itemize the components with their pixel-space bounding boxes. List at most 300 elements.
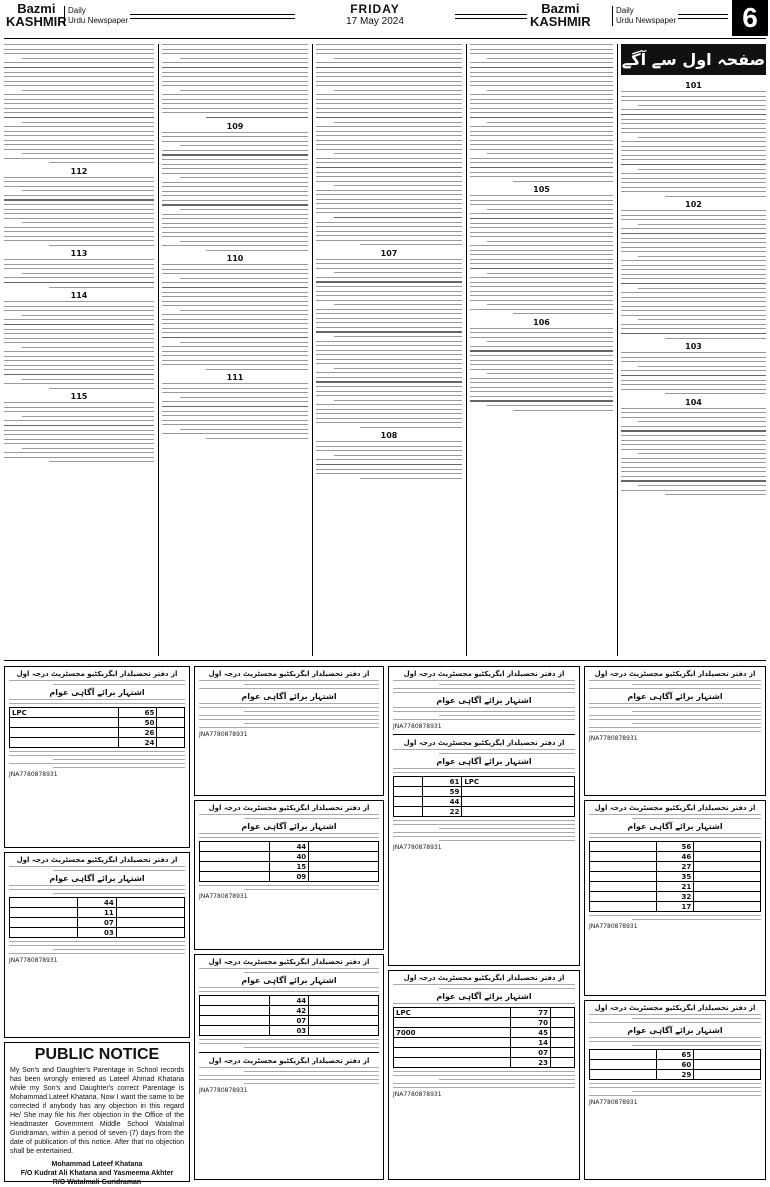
text-line [4, 240, 154, 241]
table-cell [590, 842, 657, 852]
signature-parentage: F/O Kudrat Ali Khatana and Yasmeema Akhter [20, 1169, 174, 1177]
text-line [316, 413, 462, 414]
text-line [470, 378, 613, 379]
text-line [162, 154, 308, 156]
table-cell [694, 842, 761, 852]
text-line [4, 195, 154, 196]
text-line [180, 58, 308, 59]
text-line [360, 427, 462, 428]
text-line [487, 405, 613, 406]
text-line [162, 337, 308, 339]
table-cell [309, 1016, 379, 1026]
text-line [316, 281, 462, 283]
text-line [4, 383, 154, 384]
legal-notice [4, 666, 190, 848]
text-line [4, 204, 154, 205]
table-cell [200, 996, 270, 1006]
text-line [4, 425, 154, 427]
column-divider [466, 44, 467, 656]
text-line [4, 329, 154, 330]
text-line [316, 231, 462, 232]
table-cell: 23 [511, 1058, 551, 1068]
text-line [316, 53, 462, 54]
notice-heading: اشتہار برائے آگاہی عوام [241, 692, 337, 701]
text-line [316, 404, 462, 405]
notice-heading: اشتہار برائے آگاہی عوام [241, 976, 337, 985]
table-cell [200, 862, 270, 872]
notice-code: JNA7780878931 [9, 957, 58, 964]
text-line [316, 422, 462, 423]
text-line [4, 259, 154, 260]
text-line [4, 457, 154, 458]
text-line [638, 366, 766, 367]
notice-code: JNA7780878931 [9, 771, 58, 778]
notice-heading: اشتہار برائے آگاہی عوام [49, 874, 145, 883]
lpc-cell: LPC [10, 708, 119, 718]
text-line [4, 277, 154, 278]
text-line [638, 453, 766, 454]
table-cell: 29 [656, 1070, 694, 1080]
masthead-underline [4, 38, 766, 39]
text-line [470, 268, 613, 270]
article-column-4 [162, 44, 308, 654]
text-line [4, 199, 154, 201]
table-cell [10, 898, 78, 908]
table-cell: 32 [656, 892, 694, 902]
text-line [316, 203, 462, 204]
text-line [316, 318, 462, 319]
text-line [470, 236, 613, 237]
text-line [4, 44, 154, 45]
notice-table [199, 841, 379, 882]
text-line [4, 452, 154, 453]
text-line [621, 251, 766, 252]
text-line [162, 245, 308, 246]
text-line [162, 420, 308, 421]
lpc-cell: LPC [394, 1008, 511, 1018]
text-line [316, 172, 462, 173]
text-line [316, 126, 462, 127]
text-line [360, 478, 462, 479]
text-line [162, 292, 308, 293]
public-notice-body: My Son's and Daughter's Parentage in School records has been wrongly entered as Lateef Ahmad Khatana while my Son's and Daughter's correct Parentage is Mohammad Lateef Khatana. Now I want the same to be corrected if anybody has any objection in this regard He/ She may file his /her objection in the Office of the Headmaster Government Middle School Watalmal Guridraman, within a period of seven (7) days from the date of publication of this notice. After that no objection shall be entertained. [10, 1067, 184, 1155]
text-line [162, 204, 308, 206]
text-line [162, 76, 308, 77]
text-line [621, 238, 766, 239]
text-line [470, 291, 613, 292]
table-cell: 17 [656, 902, 694, 912]
table-cell [694, 1050, 761, 1060]
text-line [162, 323, 308, 324]
text-line [621, 292, 766, 293]
legal-notice [4, 852, 190, 1038]
text-line [638, 224, 766, 225]
text-line [162, 273, 308, 274]
text-line [621, 449, 766, 450]
text-line [4, 439, 154, 440]
text-line [470, 263, 613, 264]
text-line [621, 430, 766, 432]
text-line [470, 108, 613, 109]
notice-code: JNA7780878931 [393, 723, 442, 730]
text-line [470, 103, 613, 104]
text-line [470, 277, 613, 278]
text-line [162, 173, 308, 174]
text-line [162, 94, 308, 95]
text-line [162, 227, 308, 228]
table-cell [551, 1028, 575, 1038]
text-line [316, 208, 462, 209]
table-cell [590, 1060, 657, 1070]
lpc-cell: LPC [462, 777, 575, 787]
column-divider [158, 44, 159, 656]
text-line [621, 435, 766, 436]
text-line [470, 332, 613, 333]
table-cell: 44 [269, 842, 308, 852]
table-cell: 27 [656, 862, 694, 872]
text-line [162, 200, 308, 201]
table-cell [157, 728, 185, 738]
text-line [316, 108, 462, 109]
text-line [621, 333, 766, 335]
table-cell: 14 [511, 1038, 551, 1048]
text-line [316, 235, 462, 236]
text-line [470, 328, 613, 329]
table-cell: 45 [511, 1028, 551, 1038]
text-line [470, 67, 613, 69]
table-cell [309, 842, 379, 852]
text-line [316, 194, 462, 195]
text-line [621, 417, 766, 418]
public-notice-title: PUBLIC NOTICE [34, 1046, 160, 1063]
text-line [162, 314, 308, 315]
section-heading: صفحہ اول سے آگے [621, 44, 766, 75]
text-line [316, 99, 462, 100]
table-cell [694, 1060, 761, 1070]
text-line [621, 119, 766, 120]
text-line [621, 155, 766, 156]
text-line [162, 392, 308, 393]
notice-table [199, 995, 379, 1036]
table-cell [590, 902, 657, 912]
notice-office-title: از دفتر تحصیلدار ایگزیکٹیو مجسٹریٹ درجہ اول [208, 804, 370, 812]
text-line [470, 162, 613, 163]
text-line [22, 122, 154, 123]
text-line [162, 85, 308, 86]
text-line [621, 233, 766, 235]
text-line [334, 400, 462, 401]
text-line [4, 374, 154, 376]
text-line [4, 268, 154, 269]
table-cell [394, 787, 423, 797]
text-line [316, 327, 462, 328]
section-number: 111 [226, 373, 244, 382]
text-line [621, 357, 766, 358]
text-line [316, 386, 462, 387]
page-number: 6 [732, 0, 768, 36]
text-line [470, 218, 613, 220]
right-sub-daily: Daily [616, 6, 634, 15]
text-line [4, 144, 154, 145]
notice-code: JNA7780878931 [393, 844, 442, 851]
text-line [162, 182, 308, 183]
legal-notice [388, 666, 580, 966]
text-line [316, 131, 462, 132]
text-line [316, 309, 462, 310]
table-cell [10, 718, 119, 728]
text-line [4, 342, 154, 343]
notice-heading: اشتہار برائے آگاہی عوام [49, 688, 145, 697]
text-line [470, 76, 613, 77]
text-line [162, 53, 308, 54]
text-line [334, 368, 462, 369]
text-line [4, 351, 154, 352]
text-line [665, 338, 767, 339]
text-line [162, 332, 308, 333]
text-line [180, 342, 308, 343]
text-line [487, 58, 613, 59]
notice-heading: اشتہار برائے آگاہی عوام [436, 757, 532, 766]
article-column-5 [4, 44, 154, 654]
text-line [621, 315, 766, 316]
section-number: 110 [226, 254, 244, 263]
text-line [206, 438, 308, 439]
left-sub-urdu: Urdu Newspaper [68, 16, 129, 25]
text-line [162, 67, 308, 69]
text-line [4, 94, 154, 95]
text-line [316, 322, 462, 323]
text-line [665, 196, 767, 197]
table-cell: 46 [656, 852, 694, 862]
text-line [162, 159, 308, 160]
text-line [621, 132, 766, 133]
notice-code: JNA7780878931 [199, 1087, 248, 1094]
text-line [4, 282, 154, 284]
text-line [4, 338, 154, 339]
text-line [4, 324, 154, 326]
text-line [470, 72, 613, 73]
table-cell [694, 892, 761, 902]
text-line [162, 305, 308, 306]
left-rule [130, 14, 295, 19]
text-line [4, 53, 154, 54]
text-line [470, 140, 613, 141]
text-line [621, 91, 766, 92]
left-brand [6, 2, 67, 28]
table-cell [551, 1048, 575, 1058]
text-line [316, 341, 462, 342]
text-line [334, 336, 462, 337]
table-cell: 07 [511, 1048, 551, 1058]
table-cell: 11 [78, 908, 117, 918]
text-line [162, 99, 308, 100]
notice-heading: اشتہار برائے آگاہی عوام [627, 692, 723, 701]
article-column-3 [316, 44, 462, 654]
table-cell [590, 1070, 657, 1080]
text-line [316, 263, 462, 264]
text-line [316, 291, 462, 292]
left-brand-sub [64, 6, 128, 26]
section-number: 107 [380, 248, 398, 258]
text-line [470, 62, 613, 63]
text-line [334, 58, 462, 59]
legal-notice [194, 954, 384, 1180]
day-label: FRIDAY [350, 2, 400, 16]
text-line [470, 309, 613, 310]
text-line [470, 94, 613, 95]
table-cell [10, 908, 78, 918]
text-line [180, 310, 308, 311]
text-line [621, 191, 766, 192]
text-line [162, 136, 308, 137]
table-cell [116, 928, 184, 938]
text-line [22, 222, 154, 223]
text-line [334, 455, 462, 456]
text-line [470, 396, 613, 397]
text-line [316, 268, 462, 269]
text-line [621, 480, 766, 482]
legal-notice [584, 1000, 766, 1180]
text-line [470, 49, 613, 50]
text-line [4, 218, 154, 219]
left-brand-top: Bazmi [17, 1, 56, 16]
text-line [4, 62, 154, 63]
table-cell: 50 [118, 718, 157, 728]
section-number: 103 [685, 342, 702, 351]
text-line [621, 471, 766, 472]
table-cell [309, 852, 379, 862]
text-line [470, 85, 613, 86]
signature-name: Mohammad Lateef Khatana [51, 1160, 143, 1168]
legal-notice [584, 800, 766, 996]
text-line [470, 223, 613, 224]
table-cell [394, 1038, 511, 1048]
notice-office-title: از دفتر تحصیلدار ایگزیکٹیو مجسٹریٹ درجہ اول [403, 974, 565, 982]
text-line [4, 411, 154, 412]
text-line [621, 297, 766, 298]
text-line [4, 236, 154, 237]
left-sub-daily: Daily [68, 6, 86, 15]
text-line [621, 274, 766, 275]
text-line [4, 76, 154, 77]
text-line [4, 117, 154, 119]
notice-code: JNA7780878931 [589, 1099, 638, 1106]
table-cell: 61 [422, 777, 462, 787]
table-cell [157, 708, 185, 718]
notice-office-title: از دفتر تحصیلدار ایگزیکٹیو مجسٹریٹ درجہ اول [403, 670, 565, 678]
text-line [316, 469, 462, 470]
text-line [621, 109, 766, 110]
text-line [4, 81, 154, 82]
table-cell [462, 807, 575, 817]
table-cell: 7000 [394, 1028, 511, 1038]
text-line [470, 176, 613, 177]
text-line [470, 391, 613, 392]
table-cell [551, 1008, 575, 1018]
text-line [621, 247, 766, 248]
text-line [162, 81, 308, 82]
left-brand-bottom: KASHMIR [6, 14, 67, 29]
text-line [487, 209, 613, 210]
table-cell: 35 [656, 872, 694, 882]
text-line [513, 410, 613, 411]
text-line [316, 331, 462, 333]
text-line [487, 341, 613, 342]
table-cell [309, 872, 379, 882]
text-line [316, 459, 462, 460]
text-line [206, 250, 308, 251]
text-line [621, 159, 766, 160]
notice-table [393, 1007, 575, 1068]
text-line [621, 458, 766, 459]
text-line [4, 112, 154, 113]
text-line [621, 269, 766, 270]
text-line [470, 250, 613, 251]
text-line [621, 408, 766, 409]
text-line [162, 236, 308, 237]
legal-notice [584, 666, 766, 796]
text-line [316, 117, 462, 119]
table-cell [10, 928, 78, 938]
text-line [316, 409, 462, 410]
notice-heading: اشتہار برائے آگاہی عوام [627, 1026, 723, 1035]
table-cell [694, 902, 761, 912]
text-line [470, 282, 613, 283]
text-line [316, 49, 462, 50]
text-line [621, 114, 766, 116]
text-line [22, 379, 154, 380]
text-line [638, 105, 766, 106]
notice-office-title: از دفتر تحصیلدار ایگزیکٹیو مجسٹریٹ درجہ اول [208, 1057, 370, 1065]
notice-code: JNA7780878931 [199, 731, 248, 738]
notice-heading: اشتہار برائے آگاہی عوام [241, 822, 337, 831]
text-line [316, 181, 462, 182]
text-line [4, 103, 154, 104]
text-line [180, 278, 308, 279]
text-line [470, 254, 613, 255]
table-cell: 22 [422, 807, 462, 817]
text-line [470, 286, 613, 287]
text-line [621, 324, 766, 325]
section-number: 113 [70, 249, 88, 258]
text-line [4, 135, 154, 136]
text-line [22, 58, 154, 59]
text-line [470, 227, 613, 228]
table-cell [394, 1018, 511, 1028]
table-cell: 03 [269, 1026, 308, 1036]
notice-table [589, 1049, 761, 1080]
text-line [4, 227, 154, 228]
text-line [316, 226, 462, 227]
text-line [470, 295, 613, 296]
legal-notice [194, 666, 384, 796]
text-line [22, 190, 154, 191]
text-line [162, 195, 308, 196]
text-line [316, 363, 462, 364]
text-line [621, 375, 766, 377]
table-cell: 44 [269, 996, 308, 1006]
table-cell: 09 [269, 872, 308, 882]
masthead [0, 0, 770, 40]
table-cell: 07 [78, 918, 117, 928]
notice-heading: اشتہار برائے آگاہی عوام [436, 696, 532, 705]
table-cell [590, 872, 657, 882]
notice-office-title: از دفتر تحصیلدار ایگزیکٹیو مجسٹریٹ درجہ اول [594, 670, 756, 678]
text-line [316, 295, 462, 296]
text-line [49, 388, 154, 389]
text-line [162, 49, 308, 50]
text-line [162, 44, 308, 45]
